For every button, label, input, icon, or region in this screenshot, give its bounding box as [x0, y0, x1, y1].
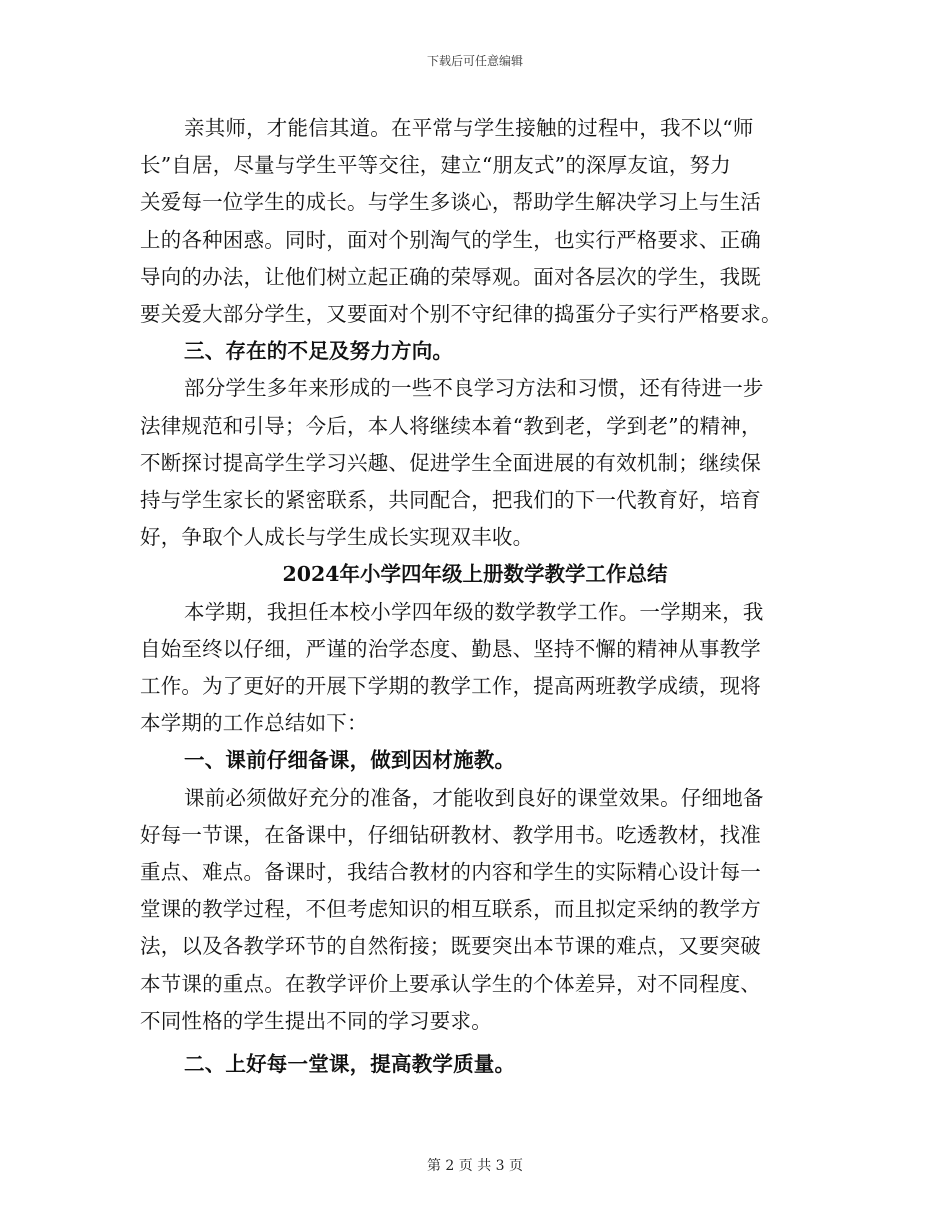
- document-body: [140, 110, 810, 1083]
- body-line: 持与学生家长的紧密联系，共同配合，把我们的下一代教育好，培育: [140, 488, 761, 513]
- section-heading: 三、存在的不足及努力方向。: [184, 339, 454, 364]
- body-line: 导向的办法，让他们树立起正确的荣辱观。面对各层次的学生，我既: [140, 264, 761, 289]
- body-line: 本节课的重点。在教学评价上要承认学生的个体差异，对不同程度、: [140, 971, 761, 996]
- body-line: 好每一节课，在备课中，仔细钻研教材、教学用书。吃透教材，找准: [140, 822, 761, 847]
- body-line: 亲其师，才能信其道。在平常与学生接触的过程中，我不以“师: [184, 116, 754, 140]
- body-line: 本学期的工作总结如下：: [140, 711, 368, 736]
- body-line: 好，争取个人成长与学生成长实现双丰收。: [140, 525, 534, 550]
- body-line: 工作。为了更好的开展下学期的教学工作，提高两班教学成绩，现将: [140, 674, 761, 699]
- body-line: 要关爱大部分学生，又要面对个别不守纪律的捣蛋分子实行严格要求。: [140, 302, 782, 327]
- body-line: 本学期，我担任本校小学四年级的数学教学工作。一学期来，我: [184, 599, 764, 624]
- body-line: 关爱每一位学生的成长。与学生多谈心，帮助学生解决学习上与生活: [140, 190, 761, 215]
- section-heading: 二、上好每一堂课，提高教学质量。: [184, 1052, 516, 1077]
- body-line: 法律规范和引导；今后，本人将继续本着“教到老，学到老”的精神，: [140, 413, 762, 438]
- body-line: 课前必须做好充分的准备，才能收到良好的课堂效果。仔细地备: [184, 785, 764, 810]
- body-line: 长”自居，尽量与学生平等交往，建立“朋友式”的深厚友谊，努力: [140, 153, 731, 178]
- body-line: 上的各种困惑。同时，面对个别淘气的学生，也实行严格要求、正确: [140, 227, 761, 252]
- body-line: 堂课的教学过程，不但考虑知识的相互联系，而且拟定采纳的教学方: [140, 897, 761, 922]
- document-title: 2024年小学四年级上册数学教学工作总结: [282, 562, 668, 587]
- body-line: 不同性格的学生提出不同的学习要求。: [140, 1008, 492, 1033]
- body-line: 法，以及各教学环节的自然衔接；既要突出本节课的难点，又要突破: [140, 934, 761, 959]
- body-line: 部分学生多年来形成的一些不良学习方法和习惯，还有待进一步: [184, 376, 764, 401]
- body-line: 重点、难点。备课时，我结合教材的内容和学生的实际精心设计每一: [140, 860, 761, 885]
- page-number: 第 2 页 共 3 页: [426, 1158, 524, 1174]
- body-line: 不断探讨提高学生学习兴趣、促进学生全面进展的有效机制；继续保: [140, 450, 761, 475]
- body-line: 自始至终以仔细，严谨的治学态度、勤恳、坚持不懈的精神从事教学: [140, 636, 761, 661]
- section-heading: 一、课前仔细备课，做到因材施教。: [184, 748, 516, 773]
- page-header-note: 下载后可任意编辑: [426, 54, 523, 68]
